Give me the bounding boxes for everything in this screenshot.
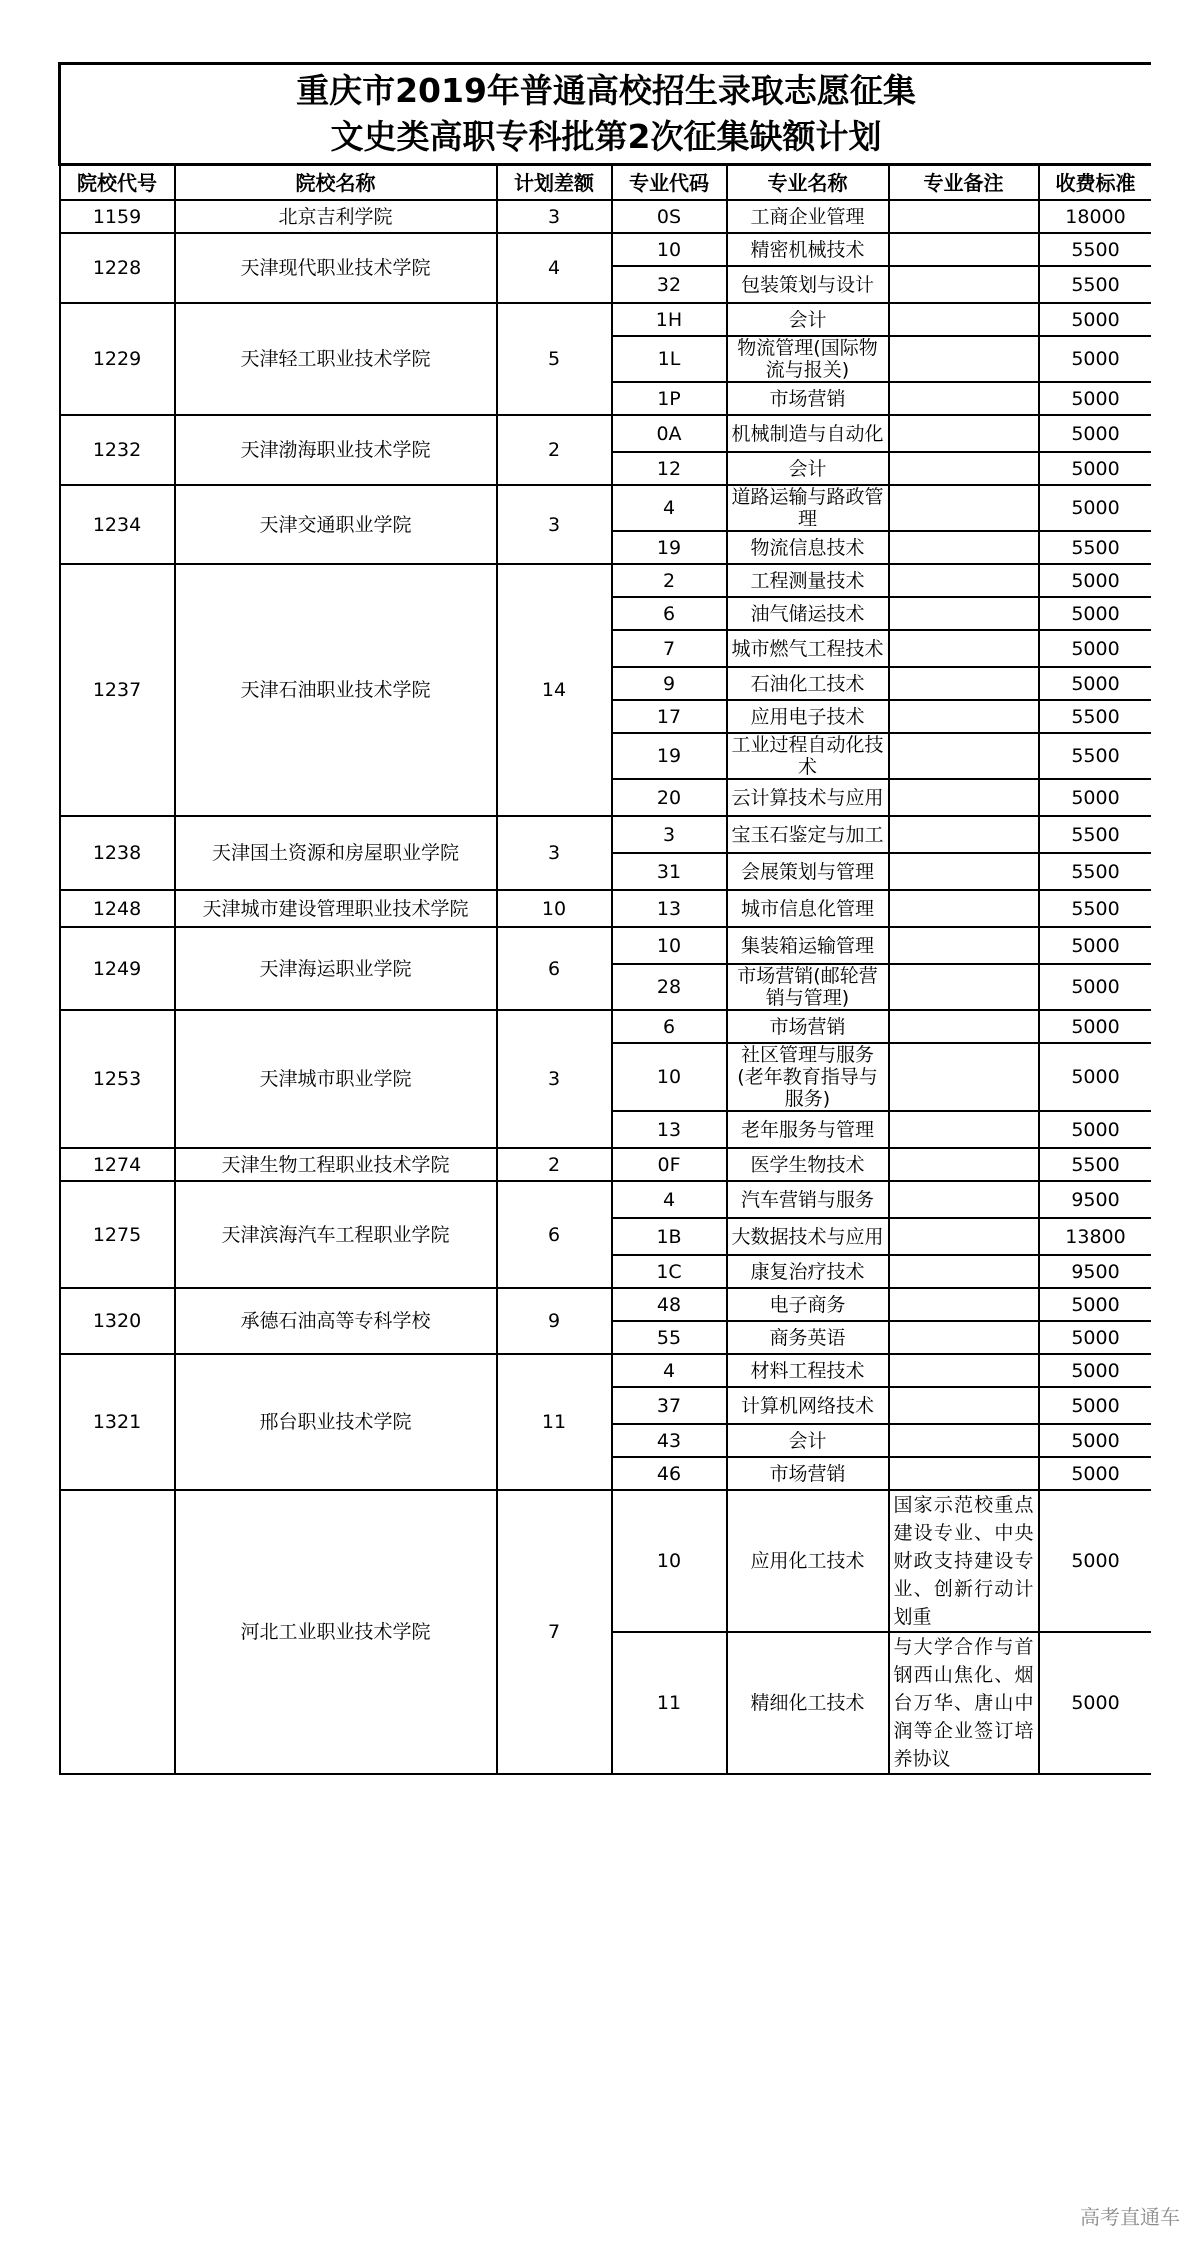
header-row xyxy=(60,165,1152,201)
major-name-cell: 材料工程技术 xyxy=(727,1354,889,1387)
fee-cell: 5000 xyxy=(1039,667,1152,700)
school-code-cell: 1248 xyxy=(60,890,175,927)
table-row xyxy=(60,1288,1152,1321)
school-code-cell: 1275 xyxy=(60,1181,175,1288)
major-name-cell: 石油化工技术 xyxy=(727,667,889,700)
major-code-cell: 0F xyxy=(612,1148,727,1181)
major-note-cell xyxy=(889,1181,1039,1218)
major-note-cell xyxy=(889,816,1039,853)
major-code-cell: 9 xyxy=(612,667,727,700)
header-school-code: 院校代号 xyxy=(60,165,175,201)
major-note-cell xyxy=(889,597,1039,630)
school-code-cell: 1229 xyxy=(60,303,175,415)
fee-cell: 5500 xyxy=(1039,531,1152,564)
major-code-cell: 6 xyxy=(612,1010,727,1043)
table-row xyxy=(60,415,1152,452)
table-row xyxy=(60,890,1152,927)
fee-cell: 5000 xyxy=(1039,1010,1152,1043)
table-row xyxy=(60,1354,1152,1387)
school-name-cell: 河北工业职业技术学院 xyxy=(175,1490,497,1774)
major-name-cell: 会计 xyxy=(727,303,889,336)
fee-cell: 5000 xyxy=(1039,927,1152,964)
major-code-cell: 31 xyxy=(612,853,727,890)
major-code-cell: 1H xyxy=(612,303,727,336)
major-code-cell: 3 xyxy=(612,816,727,853)
major-code-cell: 10 xyxy=(612,233,727,266)
school-name-cell: 天津海运职业学院 xyxy=(175,927,497,1010)
major-note-cell xyxy=(889,927,1039,964)
major-name-cell: 大数据技术与应用 xyxy=(727,1218,889,1255)
major-code-cell: 37 xyxy=(612,1387,727,1424)
table-row xyxy=(60,564,1152,597)
major-code-cell: 1L xyxy=(612,336,727,382)
major-note-cell xyxy=(889,233,1039,266)
header-fee: 收费标准 xyxy=(1039,165,1152,201)
plan-gap-cell: 2 xyxy=(497,415,612,485)
school-name-cell: 天津石油职业技术学院 xyxy=(175,564,497,816)
title-line-2: 文史类高职专科批第2次征集缺额计划 xyxy=(330,117,882,156)
plan-gap-cell: 3 xyxy=(497,485,612,564)
major-code-cell: 17 xyxy=(612,700,727,733)
major-name-cell: 包装策划与设计 xyxy=(727,266,889,303)
major-name-cell: 工商企业管理 xyxy=(727,200,889,233)
school-name-cell: 天津交通职业学院 xyxy=(175,485,497,564)
fee-cell: 5000 xyxy=(1039,779,1152,816)
plan-gap-cell: 4 xyxy=(497,233,612,303)
major-name-cell: 商务英语 xyxy=(727,1321,889,1354)
table-row xyxy=(60,200,1152,233)
plan-gap-cell: 14 xyxy=(497,564,612,816)
table-row xyxy=(60,1148,1152,1181)
major-name-cell: 医学生物技术 xyxy=(727,1148,889,1181)
major-code-cell: 4 xyxy=(612,485,727,531)
major-code-cell: 10 xyxy=(612,1043,727,1111)
major-note-cell xyxy=(889,667,1039,700)
major-note-cell xyxy=(889,200,1039,233)
major-note-cell xyxy=(889,1387,1039,1424)
major-name-cell: 工程测量技术 xyxy=(727,564,889,597)
major-note-cell: 国家示范校重点建设专业、中央财政支持建设专业、创新行动计划重 xyxy=(889,1490,1039,1632)
school-name-cell: 天津现代职业技术学院 xyxy=(175,233,497,303)
fee-cell: 5000 xyxy=(1039,485,1152,531)
fee-cell: 5000 xyxy=(1039,382,1152,415)
school-name-cell: 天津滨海汽车工程职业学院 xyxy=(175,1181,497,1288)
school-code-cell: 1232 xyxy=(60,415,175,485)
fee-cell: 5500 xyxy=(1039,890,1152,927)
major-code-cell: 20 xyxy=(612,779,727,816)
major-name-cell: 会计 xyxy=(727,452,889,485)
plan-gap-cell: 3 xyxy=(497,200,612,233)
major-name-cell: 城市信息化管理 xyxy=(727,890,889,927)
school-code-cell xyxy=(60,1490,175,1774)
major-code-cell: 2 xyxy=(612,564,727,597)
major-code-cell: 1B xyxy=(612,1218,727,1255)
major-note-cell xyxy=(889,733,1039,779)
fee-cell: 9500 xyxy=(1039,1181,1152,1218)
fee-cell: 5000 xyxy=(1039,1632,1152,1774)
fee-cell: 5000 xyxy=(1039,1457,1152,1490)
fee-cell: 5000 xyxy=(1039,1490,1152,1632)
major-name-cell: 老年服务与管理 xyxy=(727,1111,889,1148)
fee-cell: 5000 xyxy=(1039,597,1152,630)
table-row xyxy=(60,1010,1152,1043)
table-row xyxy=(60,485,1152,531)
major-name-cell: 机械制造与自动化 xyxy=(727,415,889,452)
major-name-cell: 油气储运技术 xyxy=(727,597,889,630)
major-name-cell: 物流管理(国际物流与报关) xyxy=(727,336,889,382)
title-line-1: 重庆市2019年普通高校招生录取志愿征集 xyxy=(296,71,916,110)
major-name-cell: 会展策划与管理 xyxy=(727,853,889,890)
fee-cell: 5500 xyxy=(1039,700,1152,733)
major-note-cell xyxy=(889,336,1039,382)
major-note-cell xyxy=(889,1043,1039,1111)
major-name-cell: 市场营销 xyxy=(727,1457,889,1490)
major-code-cell: 19 xyxy=(612,733,727,779)
major-code-cell: 6 xyxy=(612,597,727,630)
major-note-cell xyxy=(889,303,1039,336)
major-name-cell: 精密机械技术 xyxy=(727,233,889,266)
fee-cell: 5500 xyxy=(1039,733,1152,779)
major-note-cell xyxy=(889,564,1039,597)
school-name-cell: 邢台职业技术学院 xyxy=(175,1354,497,1490)
school-code-cell: 1321 xyxy=(60,1354,175,1490)
major-note-cell xyxy=(889,382,1039,415)
fee-cell: 5500 xyxy=(1039,266,1152,303)
major-name-cell: 物流信息技术 xyxy=(727,531,889,564)
fee-cell: 5000 xyxy=(1039,336,1152,382)
major-note-cell xyxy=(889,485,1039,531)
school-code-cell: 1253 xyxy=(60,1010,175,1148)
major-note-cell xyxy=(889,890,1039,927)
major-code-cell: 10 xyxy=(612,1490,727,1632)
table-row xyxy=(60,927,1152,964)
major-name-cell: 计算机网络技术 xyxy=(727,1387,889,1424)
major-code-cell: 1P xyxy=(612,382,727,415)
fee-cell: 5500 xyxy=(1039,816,1152,853)
fee-cell: 5000 xyxy=(1039,1321,1152,1354)
fee-cell: 5000 xyxy=(1039,1288,1152,1321)
major-code-cell: 0A xyxy=(612,415,727,452)
fee-cell: 5000 xyxy=(1039,630,1152,667)
major-note-cell xyxy=(889,1424,1039,1457)
plan-gap-cell: 9 xyxy=(497,1288,612,1354)
school-name-cell: 天津渤海职业技术学院 xyxy=(175,415,497,485)
major-name-cell: 道路运输与路政管理 xyxy=(727,485,889,531)
major-code-cell: 10 xyxy=(612,927,727,964)
header-school-name: 院校名称 xyxy=(175,165,497,201)
major-code-cell: 55 xyxy=(612,1321,727,1354)
plan-gap-cell: 2 xyxy=(497,1148,612,1181)
school-name-cell: 天津城市建设管理职业技术学院 xyxy=(175,890,497,927)
major-note-cell xyxy=(889,266,1039,303)
major-note-cell: 与大学合作与首钢西山焦化、烟台万华、唐山中润等企业签订培养协议 xyxy=(889,1632,1039,1774)
major-name-cell: 市场营销 xyxy=(727,1010,889,1043)
major-code-cell: 43 xyxy=(612,1424,727,1457)
major-name-cell: 社区管理与服务(老年教育指导与服务) xyxy=(727,1043,889,1111)
table-body xyxy=(60,200,1152,1774)
fee-cell: 13800 xyxy=(1039,1218,1152,1255)
admission-table-sheet xyxy=(58,62,1151,2022)
plan-gap-cell: 10 xyxy=(497,890,612,927)
major-note-cell xyxy=(889,1148,1039,1181)
major-code-cell: 13 xyxy=(612,1111,727,1148)
school-code-cell: 1228 xyxy=(60,233,175,303)
page-title xyxy=(60,64,1152,165)
fee-cell: 5500 xyxy=(1039,1148,1152,1181)
table-row xyxy=(60,233,1152,266)
fee-cell: 5500 xyxy=(1039,233,1152,266)
major-name-cell: 市场营销 xyxy=(727,382,889,415)
header-major-note: 专业备注 xyxy=(889,165,1039,201)
major-code-cell: 12 xyxy=(612,452,727,485)
table-row xyxy=(60,1181,1152,1218)
major-name-cell: 市场营销(邮轮营销与管理) xyxy=(727,964,889,1010)
table-row xyxy=(60,303,1152,336)
major-note-cell xyxy=(889,700,1039,733)
plan-gap-cell: 11 xyxy=(497,1354,612,1490)
plan-gap-cell: 7 xyxy=(497,1490,612,1774)
major-note-cell xyxy=(889,1255,1039,1288)
school-name-cell: 天津轻工职业技术学院 xyxy=(175,303,497,415)
major-note-cell xyxy=(889,1457,1039,1490)
plan-gap-cell: 5 xyxy=(497,303,612,415)
major-name-cell: 集装箱运输管理 xyxy=(727,927,889,964)
major-code-cell: 28 xyxy=(612,964,727,1010)
plan-gap-cell: 6 xyxy=(497,927,612,1010)
major-name-cell: 云计算技术与应用 xyxy=(727,779,889,816)
major-name-cell: 城市燃气工程技术 xyxy=(727,630,889,667)
major-note-cell xyxy=(889,1218,1039,1255)
major-code-cell: 4 xyxy=(612,1354,727,1387)
fee-cell: 9500 xyxy=(1039,1255,1152,1288)
major-code-cell: 4 xyxy=(612,1181,727,1218)
school-name-cell: 承德石油高等专科学校 xyxy=(175,1288,497,1354)
school-code-cell: 1159 xyxy=(60,200,175,233)
school-name-cell: 天津生物工程职业技术学院 xyxy=(175,1148,497,1181)
header-major-name: 专业名称 xyxy=(727,165,889,201)
fee-cell: 5000 xyxy=(1039,452,1152,485)
major-name-cell: 宝玉石鉴定与加工 xyxy=(727,816,889,853)
school-name-cell: 天津国土资源和房屋职业学院 xyxy=(175,816,497,890)
major-note-cell xyxy=(889,452,1039,485)
major-note-cell xyxy=(889,630,1039,667)
school-code-cell: 1237 xyxy=(60,564,175,816)
major-code-cell: 0S xyxy=(612,200,727,233)
header-major-code: 专业代码 xyxy=(612,165,727,201)
major-code-cell: 46 xyxy=(612,1457,727,1490)
school-code-cell: 1274 xyxy=(60,1148,175,1181)
major-name-cell: 电子商务 xyxy=(727,1288,889,1321)
major-note-cell xyxy=(889,1321,1039,1354)
major-code-cell: 11 xyxy=(612,1632,727,1774)
major-name-cell: 会计 xyxy=(727,1424,889,1457)
fee-cell: 5000 xyxy=(1039,1354,1152,1387)
major-note-cell xyxy=(889,779,1039,816)
fee-cell: 5000 xyxy=(1039,964,1152,1010)
school-code-cell: 1249 xyxy=(60,927,175,1010)
major-note-cell xyxy=(889,531,1039,564)
plan-gap-cell: 6 xyxy=(497,1181,612,1288)
school-code-cell: 1234 xyxy=(60,485,175,564)
school-name-cell: 天津城市职业学院 xyxy=(175,1010,497,1148)
fee-cell: 5000 xyxy=(1039,303,1152,336)
fee-cell: 18000 xyxy=(1039,200,1152,233)
table-row xyxy=(60,1490,1152,1632)
major-code-cell: 13 xyxy=(612,890,727,927)
title-row xyxy=(60,64,1152,165)
major-code-cell: 19 xyxy=(612,531,727,564)
watermark: 高考直通车 xyxy=(1080,2205,1180,2229)
major-name-cell: 应用化工技术 xyxy=(727,1490,889,1632)
major-note-cell xyxy=(889,853,1039,890)
major-name-cell: 汽车营销与服务 xyxy=(727,1181,889,1218)
major-name-cell: 工业过程自动化技术 xyxy=(727,733,889,779)
school-name-cell: 北京吉利学院 xyxy=(175,200,497,233)
plan-gap-cell: 3 xyxy=(497,1010,612,1148)
fee-cell: 5000 xyxy=(1039,1424,1152,1457)
header-plan-gap: 计划差额 xyxy=(497,165,612,201)
major-note-cell xyxy=(889,964,1039,1010)
major-code-cell: 7 xyxy=(612,630,727,667)
plan-gap-cell: 3 xyxy=(497,816,612,890)
fee-cell: 5000 xyxy=(1039,1111,1152,1148)
major-name-cell: 康复治疗技术 xyxy=(727,1255,889,1288)
school-code-cell: 1320 xyxy=(60,1288,175,1354)
major-code-cell: 1C xyxy=(612,1255,727,1288)
major-note-cell xyxy=(889,1010,1039,1043)
major-note-cell xyxy=(889,1111,1039,1148)
fee-cell: 5000 xyxy=(1039,564,1152,597)
major-note-cell xyxy=(889,1288,1039,1321)
major-name-cell: 精细化工技术 xyxy=(727,1632,889,1774)
fee-cell: 5500 xyxy=(1039,853,1152,890)
admission-table xyxy=(58,62,1151,1775)
fee-cell: 5000 xyxy=(1039,1387,1152,1424)
school-code-cell: 1238 xyxy=(60,816,175,890)
fee-cell: 5000 xyxy=(1039,1043,1152,1111)
major-note-cell xyxy=(889,415,1039,452)
major-name-cell: 应用电子技术 xyxy=(727,700,889,733)
fee-cell: 5000 xyxy=(1039,415,1152,452)
major-code-cell: 32 xyxy=(612,266,727,303)
major-note-cell xyxy=(889,1354,1039,1387)
major-code-cell: 48 xyxy=(612,1288,727,1321)
table-row xyxy=(60,816,1152,853)
